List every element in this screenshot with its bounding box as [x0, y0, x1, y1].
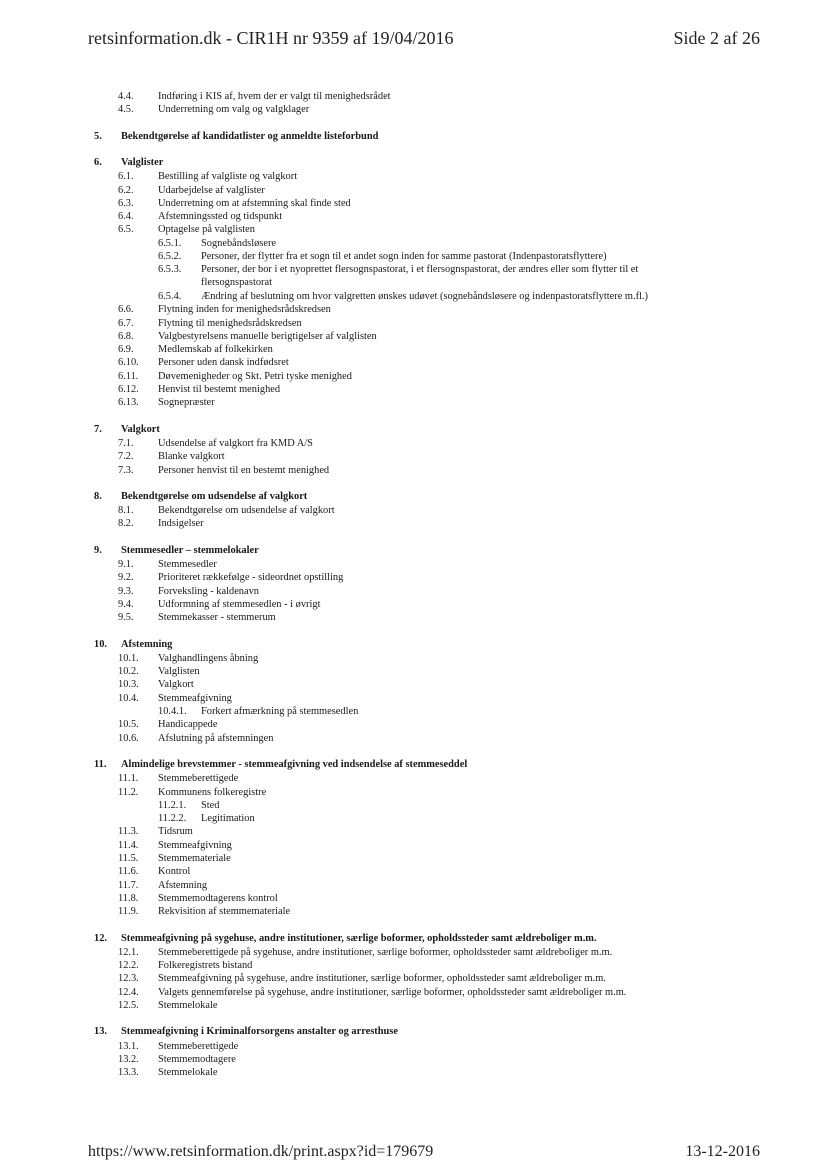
toc-text: Kommunens folkeregistre — [158, 786, 267, 798]
toc-number: 7.2. — [118, 451, 134, 463]
toc-text: Stemmemodtagerens kontrol — [158, 892, 278, 904]
toc-text: Døvemenigheder og Skt. Petri tyske menighed — [158, 370, 352, 382]
toc-text: Udformning af stemmesedlen - i øvrigt — [158, 598, 321, 610]
toc-number: 10.2. — [118, 666, 139, 678]
toc-number: 6.3. — [118, 197, 134, 209]
toc-text: Stemmeafgivning — [158, 692, 232, 704]
toc-number: 10.5. — [118, 719, 139, 731]
toc-number: 5. — [94, 130, 102, 142]
toc-text: Kontrol — [158, 866, 191, 878]
toc-text: Stemmelokale — [158, 1067, 218, 1079]
toc-number: 6.1. — [118, 171, 134, 183]
toc-text: Stemmekasser - stemmerum — [158, 612, 276, 624]
toc-number: 11.7. — [118, 879, 139, 891]
toc-text: Indsigelser — [158, 518, 204, 530]
toc-number: 10.6. — [118, 732, 139, 744]
toc-number: 11.6. — [118, 866, 139, 878]
toc-text: Underretning om valg og valgklager — [158, 104, 310, 116]
toc-text: Valgkort — [158, 679, 194, 691]
toc-text: Handicappede — [158, 719, 218, 731]
toc-number: 9.4. — [118, 598, 134, 610]
toc-number: 11.9. — [118, 906, 139, 918]
toc-number: 11.2.2. — [158, 813, 187, 825]
toc-text: Stemmeberettigede — [158, 1040, 239, 1052]
footer-date: 13-12-2016 — [685, 1143, 760, 1160]
toc-text: Stemmemodtagere — [158, 1053, 236, 1065]
toc-text: Almindelige brevstemmer - stemmeafgivning ved indsendelse af stemmeseddel — [121, 758, 468, 770]
toc-number: 11.5. — [118, 853, 139, 864]
toc-number: 7.1. — [118, 437, 134, 449]
toc-number: 12.1. — [118, 946, 139, 958]
toc-number: 9.2. — [118, 572, 134, 584]
toc-number: 6.5.3. — [158, 264, 182, 276]
toc-number: 7.3. — [118, 464, 134, 476]
toc-text: Sognebåndsløsere — [201, 237, 277, 249]
toc-text: Valgkort — [121, 423, 160, 435]
toc-text: Valghandlingens åbning — [158, 652, 259, 664]
toc-number: 11.2. — [118, 786, 139, 798]
toc-text: Henvist til bestemt menighed — [158, 384, 281, 395]
toc-text: Bekendtgørelse om udsendelse af valgkort — [121, 490, 308, 502]
toc-text: Stemmesedler – stemmelokaler — [121, 544, 259, 556]
toc-number: 8. — [94, 490, 102, 502]
toc-text: Optagelse på valglisten — [158, 224, 255, 236]
toc-text: Valgbestyrelsens manuelle berigtigelser af valglisten — [158, 330, 377, 342]
toc-text: Personer, der bor i et nyoprettet flersognspastorat, i et flersognspastorat, der ændres eller som flytter til et flersognspastorat — [201, 264, 639, 289]
toc-text: Valglister — [121, 156, 164, 168]
toc-text: Valglisten — [158, 666, 200, 678]
toc-number: 9.5. — [118, 612, 134, 624]
toc-number: 6.5. — [118, 224, 134, 236]
toc-number: 6. — [94, 156, 102, 168]
toc-number: 4.5. — [118, 104, 134, 116]
toc-text: Stemmemateriale — [158, 853, 231, 864]
toc-number: 11.1. — [118, 773, 139, 785]
toc-text: Stemmeafgivning på sygehuse, andre institutioner, særlige boformer, opholdssteder samt ældreboliger m.m. — [121, 932, 597, 944]
toc-text: Blanke valgkort — [158, 451, 225, 463]
toc-number: 11.2.1. — [158, 799, 187, 811]
toc-text: Sted — [201, 799, 220, 811]
toc-number: 7. — [94, 423, 102, 435]
toc-number: 6.13. — [118, 397, 139, 409]
header-title: retsinformation.dk - CIR1H nr 9359 af 19/04/2016 — [88, 28, 454, 48]
toc-number: 6.11. — [118, 370, 139, 382]
toc-text: Bestilling af valgliste og valgkort — [158, 171, 298, 183]
toc-text: Flytning til menighedsrådskredsen — [158, 317, 302, 329]
toc-number: 12.2. — [118, 960, 139, 972]
toc-number: 13.1. — [118, 1040, 139, 1052]
toc-number: 6.7. — [118, 317, 134, 329]
toc-text: Stemmeafgivning — [158, 839, 232, 851]
toc-text: Udsendelse af valgkort fra KMD A/S — [158, 437, 313, 449]
toc-text: Udarbejdelse af valglister — [158, 184, 265, 196]
toc-number: 10.1. — [118, 652, 139, 664]
toc-number: 9. — [94, 544, 102, 556]
toc-text: Indføring i KIS af, hvem der er valgt til menighedsrådet — [158, 91, 391, 102]
toc-text: Tidsrum — [158, 826, 193, 838]
toc-number: 12.4. — [118, 986, 139, 998]
toc-text: Folkeregistrets bistand — [158, 960, 253, 972]
toc-number: 11.3. — [118, 826, 139, 838]
toc-number: 11.8. — [118, 892, 139, 904]
toc-number: 6.5.4. — [158, 290, 182, 302]
toc-number: 11.4. — [118, 839, 139, 851]
toc-text: Stemmeafgivning på sygehuse, andre institutioner, særlige boformer, opholdssteder samt ældreboliger m.m. — [158, 973, 606, 985]
toc-number: 10.3. — [118, 679, 139, 691]
toc-text: Legitimation — [201, 813, 255, 825]
toc-number: 8.2. — [118, 518, 134, 530]
toc-text: Stemmeafgivning i Kriminalforsorgens anstalter og arresthuse — [121, 1026, 398, 1038]
toc-text: Flytning inden for menighedsrådskredsen — [158, 304, 331, 316]
toc-number: 13.3. — [118, 1067, 139, 1079]
toc-text: Bekendtgørelse om udsendelse af valgkort — [158, 505, 335, 517]
toc-text: Personer henvist til en bestemt menighed — [158, 464, 330, 476]
toc-number: 6.2. — [118, 184, 134, 196]
toc-text: Forveksling - kaldenavn — [158, 585, 259, 597]
toc-text: Sognepræster — [158, 397, 215, 409]
toc-text: Personer uden dansk indfødsret — [158, 357, 289, 369]
toc-number: 8.1. — [118, 505, 134, 517]
toc-text: Forkert afmærkning på stemmesedlen — [201, 706, 359, 717]
toc-number: 10. — [94, 638, 107, 650]
toc-number: 6.10. — [118, 357, 139, 369]
toc-number: 6.4. — [118, 211, 134, 223]
toc-number: 11. — [94, 758, 107, 770]
toc-text: Afstemning — [158, 879, 208, 891]
toc-number: 9.1. — [118, 559, 134, 570]
toc-number: 10.4. — [118, 692, 139, 704]
toc-number: 6.8. — [118, 330, 134, 342]
toc-text: Afslutning på afstemningen — [158, 732, 274, 744]
toc-text: Stemmeberettigede på sygehuse, andre institutioner, særlige boformer, opholdssteder samt ældreboliger m.m. — [158, 946, 613, 958]
page-indicator: Side 2 af 26 — [673, 28, 760, 48]
toc-number: 6.12. — [118, 384, 139, 395]
toc-number: 9.3. — [118, 585, 134, 597]
toc-number: 13.2. — [118, 1053, 139, 1065]
footer-url: https://www.retsinformation.dk/print.aspx?id=179679 — [88, 1143, 434, 1160]
toc-number: 6.6. — [118, 304, 134, 316]
toc-number: 4.4. — [118, 91, 134, 102]
toc-text: Personer, der flytter fra et sogn til et andet sogn inden for samme pastorat (Indenpastoratsflyttere) — [201, 251, 607, 262]
toc-number: 6.5.1. — [158, 237, 182, 249]
toc-text: Rekvisition af stemmemateriale — [158, 906, 291, 918]
toc-text: Stemmeberettigede — [158, 773, 239, 785]
toc-text: Stemmelokale — [158, 1000, 218, 1011]
toc-text: Ændring af beslutning om hvor valgretten ønskes udøvet (sognebåndsløsere og indenpastoratsflyttere m.fl.) — [201, 290, 648, 302]
toc-text: Bekendtgørelse af kandidatlister og anmeldte listeforbund — [121, 130, 379, 142]
toc-text: Prioriteret rækkefølge - sideordnet opstilling — [158, 572, 344, 584]
toc-number: 13. — [94, 1026, 107, 1038]
toc-number: 6.5.2. — [158, 251, 182, 262]
toc-number: 12.5. — [118, 1000, 139, 1011]
toc-text: Valgets gennemførelse på sygehuse, andre institutioner, særlige boformer, opholdssteder samt ældreboliger m.m. — [158, 986, 627, 998]
toc-number: 12. — [94, 932, 107, 944]
toc-text: Underretning om at afstemning skal finde sted — [158, 197, 351, 209]
toc-text: Stemmesedler — [158, 559, 217, 570]
toc-text: Afstemningssted og tidspunkt — [158, 211, 283, 223]
toc-text: Medlemskab af folkekirken — [158, 344, 273, 356]
toc-number: 12.3. — [118, 973, 139, 985]
toc-text: Afstemning — [121, 638, 173, 650]
toc-number: 6.9. — [118, 344, 134, 356]
toc-number: 10.4.1. — [158, 706, 187, 717]
